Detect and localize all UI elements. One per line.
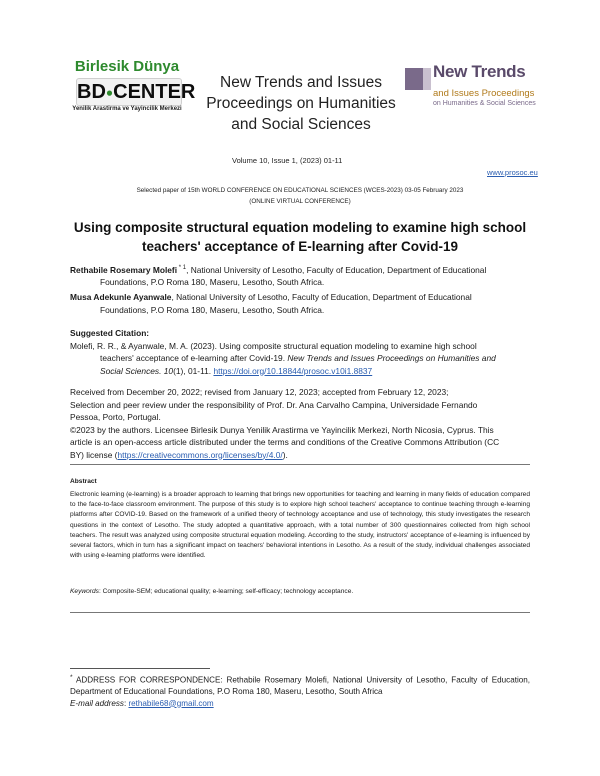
paper-title bbox=[70, 218, 530, 256]
author-1-name: Rethabile Rosemary Molefi bbox=[70, 264, 178, 275]
journal-logo-line1: New Trends bbox=[433, 62, 526, 81]
keywords-text: : Composite-SEM; educational quality; e-learning; self-efficacy; technology acceptance. bbox=[98, 588, 354, 595]
volume-info: Volume 10, Issue 1, (2023) 01-11 bbox=[232, 156, 343, 165]
journal-title bbox=[190, 72, 412, 135]
suggested-citation bbox=[70, 327, 530, 377]
email-sep: : bbox=[123, 698, 129, 708]
website-link[interactable]: www.prosoc.eu bbox=[487, 168, 538, 177]
conference-mode: (ONLINE VIRTUAL CONFERENCE) bbox=[249, 198, 351, 205]
abstract-heading: Abstract bbox=[70, 478, 97, 485]
logo-bd-text: BD bbox=[77, 81, 106, 103]
publication-history bbox=[70, 386, 530, 461]
license-line3-end: ). bbox=[282, 449, 288, 460]
keywords-label: Keywords bbox=[70, 588, 99, 595]
author-1 bbox=[70, 262, 530, 289]
logo-bottom-text: Yenilik Arastirma ve Yayincilik Merkezi bbox=[72, 106, 182, 112]
citation-heading: Suggested Citation: bbox=[70, 328, 150, 338]
divider-bottom bbox=[70, 612, 530, 613]
author-2 bbox=[70, 291, 530, 316]
received-dates: Received from December 20, 2022; revised from January 12, 2023; accepted from February 12, 2023; bbox=[70, 387, 449, 397]
citation-journal-cont: Social Sciences. 10 bbox=[100, 365, 174, 376]
logo-dot-icon: ● bbox=[105, 85, 114, 100]
email-link[interactable]: rethabile68@gmail.com bbox=[128, 698, 214, 708]
license-line1: ©2023 by the authors. Licensee Birlesik Dunya Yenilik Arastirma ve Yayincilik Merkezi, North Nicosia, Cyprus. This bbox=[70, 424, 494, 435]
journal-logo-line2: and Issues Proceedings bbox=[433, 88, 535, 99]
citation-line1: Molefi, R. R., & Ayanwale, M. A. (2023). Using composite structural equation modeling to examine high school bbox=[70, 340, 477, 351]
paper-title-line2: teachers' acceptance of E-learning after Covid-19 bbox=[141, 239, 459, 254]
journal-logo bbox=[405, 62, 555, 112]
journal-title-line1: New Trends and Issues bbox=[220, 74, 382, 91]
logo-top-text: Birlesik Dünya bbox=[74, 58, 180, 75]
email-label: E-mail address bbox=[70, 698, 124, 708]
citation-line2: teachers' acceptance of e-learning after Covid-19. bbox=[100, 353, 288, 363]
footnote bbox=[70, 672, 530, 709]
citation-pages: (1), 01-11. bbox=[173, 365, 214, 376]
footnote-text: ADDRESS FOR CORRESPONDENCE: Rethabile Rosemary Molefi, National University of Lesotho, Faculty of Education, Department of Educational Foundations, P.O Roma 180, Maseru, Lesotho, South Africa bbox=[70, 675, 530, 697]
keywords bbox=[70, 588, 530, 595]
selection-line2: Pessoa, Porto, Portugal. bbox=[70, 412, 161, 422]
footnote-mark: * bbox=[70, 674, 73, 681]
license-link[interactable]: https://creativecommons.org/licenses/by/4.0/ bbox=[117, 449, 283, 460]
author-2-name: Musa Adekunle Ayanwale bbox=[70, 292, 172, 302]
logo-center-mark bbox=[76, 78, 196, 106]
divider-top bbox=[70, 464, 530, 465]
footnote-rule bbox=[70, 668, 210, 669]
selection-line1: Selection and peer review under the responsibility of Prof. Dr. Ana Carvalho Campina, Universidade Fernando bbox=[70, 399, 478, 410]
citation-journal: New Trends and Issues Proceedings on Humanities and bbox=[287, 353, 496, 363]
doi-link[interactable]: https://doi.org/10.18844/prosoc.v10i1.8837 bbox=[213, 365, 373, 376]
journal-logo-line3: on Humanities & Social Sciences bbox=[433, 100, 536, 107]
journal-title-line2: Proceedings on Humanities bbox=[206, 95, 396, 112]
abstract-text: Electronic learning (e-learning) is a broader approach to learning that brings new opportunities for teaching and learning in many fields of education compared to the face-to-face classroom environment. The purpose of this study is to explore high school teachers' acceptance to continue teaching through e-learning platforms after COVID-19. Based on the framework of a unified theory of technology acceptance and use of technology, this study investigates the research questions in the context of Lesotho. The study adopted a quantitative approach, with a total number of 300 questionnaires collected from high school teachers. The result was analyzed using composite structural equation modeling. According to the study, instructors' acceptance of e-learning is influenced by several factors, which in turn has a significant impact on teachers' behavioral intentions in Lesotho. As a result of the study, individual challenges associated with using e-learning platforms were identified. bbox=[70, 491, 531, 560]
publisher-logo bbox=[68, 56, 196, 122]
selected-paper-note: Selected paper of 15th WORLD CONFERENCE ON EDUCATIONAL SCIENCES (WCES-2023) 03-05 February 2023 bbox=[136, 187, 464, 194]
license-line3: BY) license ( bbox=[70, 449, 118, 460]
paper-title-line1: Using composite structural equation modeling to examine high school bbox=[73, 220, 527, 235]
author-1-address: Foundations, P.O Roma 180, Maseru, Lesotho, South Africa. bbox=[100, 277, 325, 288]
logo-center-text: CENTER bbox=[113, 81, 196, 103]
logo-square-light bbox=[423, 68, 431, 90]
journal-title-line3: and Social Sciences bbox=[231, 116, 371, 133]
author-1-affiliation: , National University of Lesotho, Faculty of Education, Department of Educational bbox=[186, 264, 487, 275]
logo-square-dark bbox=[405, 68, 423, 90]
author-1-mark: * 1 bbox=[177, 265, 187, 271]
license-line2: article is an open-access article distributed under the terms and conditions of the Creative Commons Attribution (CC bbox=[70, 437, 500, 447]
author-2-address: Foundations, P.O Roma 180, Maseru, Lesotho, South Africa. bbox=[100, 304, 325, 315]
author-2-affiliation: , National University of Lesotho, Faculty of Education, Department of Educational bbox=[171, 292, 472, 302]
